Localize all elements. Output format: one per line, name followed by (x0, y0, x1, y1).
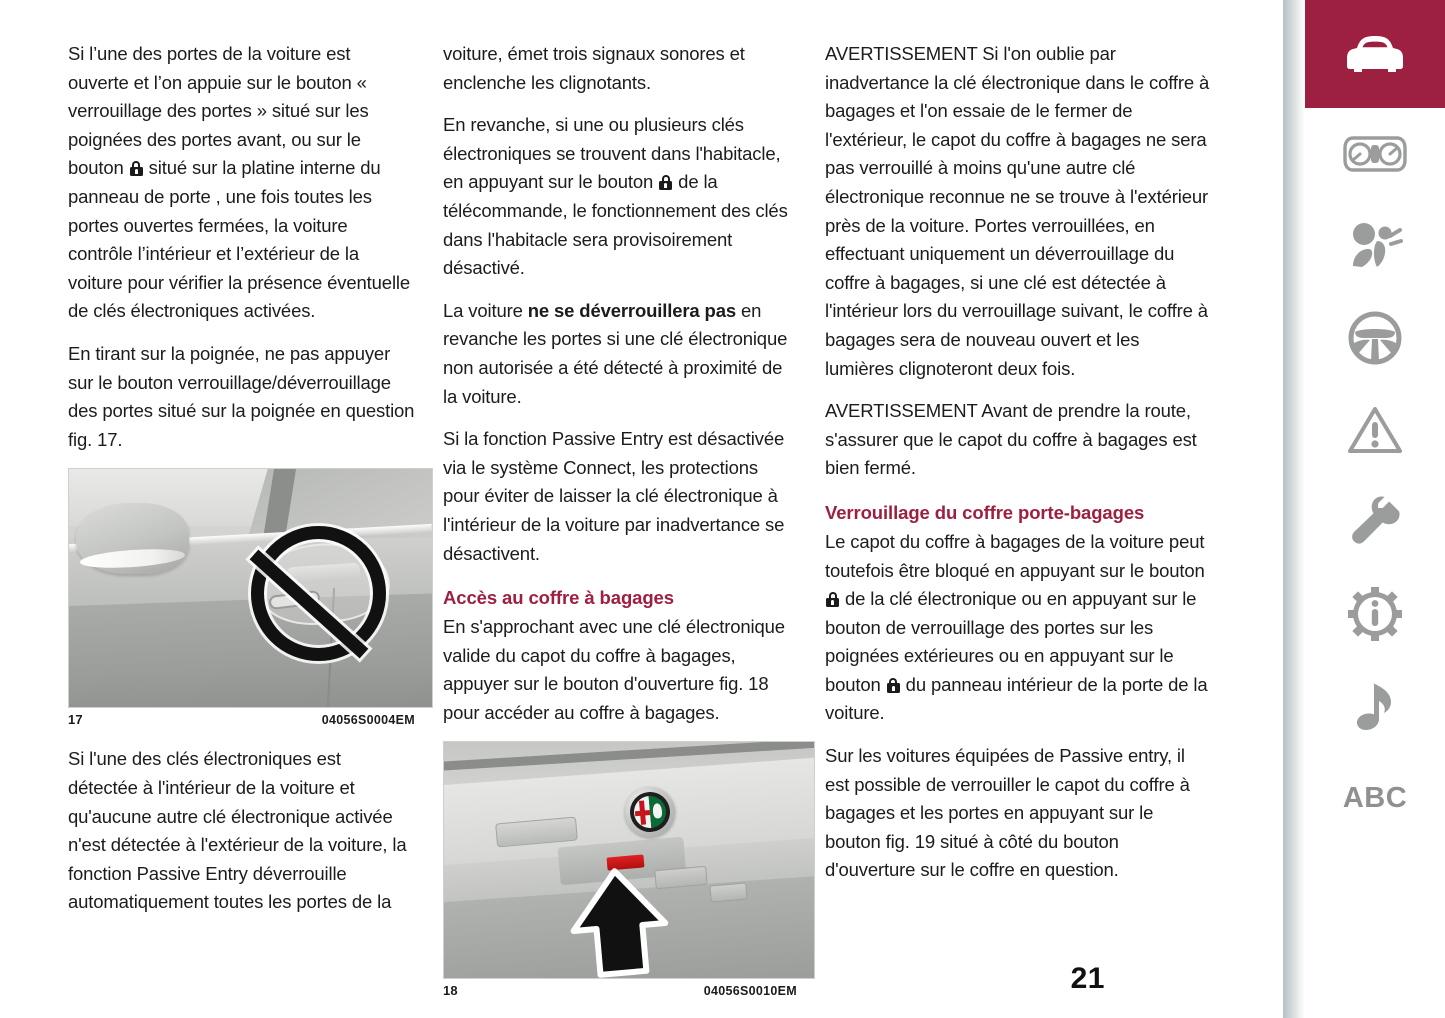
text-run: Le capot du coffre à bagages de la voiture peut toutefois être bloqué en appuyant sur le bouton (825, 530, 1205, 581)
text-run: de la télécommande, le fonctionnement des clés dans l'habitacle sera provisoirement désactivé. (443, 171, 788, 279)
paragraph-3: Si l'une des clés électroniques est détectée à l'intérieur de la voiture et qu'aucune autre clé électronique activée n'est détectée à l'extérieur de la voiture, la fonction Passive Entry déverrouille automatiquement toutes les portes de la (68, 748, 407, 913)
page-number: 21 (1070, 962, 1105, 995)
figure-code: 04056S0004EM (321, 713, 415, 728)
sidebar-item-audio[interactable] (1305, 660, 1445, 752)
sidebar-item-airbag[interactable] (1305, 200, 1445, 292)
text-run: situé sur la platine interne du panneau de porte , une fois toutes les portes ouvertes fermées, la voiture contrôle l’intérieur et l’extérieur de la voiture pour vérifier la présence éventuelle de clés électroniques activées. (68, 157, 411, 322)
lock-icon (659, 175, 672, 190)
figure-17-image (68, 468, 433, 708)
text-run: de la clé électronique ou en appuyant sur le bouton de verrouillage des portes sur les poignées extérieures ou en appuyant sur le bouton (825, 588, 1197, 695)
figure-18-caption (443, 979, 797, 998)
sidebar-item-info[interactable] (1305, 568, 1445, 660)
three-column-layout (0, 40, 1283, 1002)
paragraph-2: En tirant sur la poignée, ne pas appuyer sur le bouton verrouillage/déverrouillage des portes situé sur la poignée en question fig. 17. (68, 342, 415, 450)
pointer-arrow (562, 865, 682, 979)
figure-code: 04056S0010EM (703, 984, 797, 999)
sidebar-item-index[interactable] (1305, 752, 1445, 844)
column-2 (443, 40, 825, 1002)
paragraph-7: Si la fonction Passive Entry est désactivée via le système Connect, les protections pour éviter de laisser la clé électronique à l'intérieur de la voiture par inadvertance se désactivent. (443, 428, 785, 564)
dashboard-gauges-icon (1343, 134, 1407, 174)
column-3 (825, 40, 1223, 1002)
sidebar-item-dashboard[interactable] (1305, 108, 1445, 200)
paragraph-1 (68, 40, 415, 326)
section-heading-verrouillage-coffre: Verrouillage du coffre porte-bagages (825, 501, 1145, 523)
info-gear-icon (1348, 587, 1402, 641)
paragraph-5 (443, 111, 797, 283)
column-1 (68, 40, 443, 1002)
paragraph-10: AVERTISSEMENT Avant de prendre la route, s'assurer que le capot du coffre à bagages est bien fermé. (825, 400, 1197, 479)
car-front-icon (1344, 32, 1406, 76)
paragraph-4: voiture, émet trois signaux sonores et enclenche les clignotants. (443, 43, 745, 93)
warning-triangle-icon (1347, 405, 1403, 455)
text-run: du panneau intérieur de la porte de la voiture. (825, 673, 1208, 724)
figure-number: 17 (68, 712, 83, 728)
lock-icon (130, 161, 143, 176)
figure-number: 18 (443, 983, 458, 999)
music-note-icon (1353, 680, 1397, 732)
bold-text-run: ne se déverrouillera pas (527, 299, 736, 321)
prohibition-symbol (251, 526, 386, 661)
paragraph-11 (825, 528, 1211, 728)
figure-17 (68, 468, 415, 727)
steering-wheel-icon (1348, 311, 1402, 365)
chapter-tab-sidebar (1283, 0, 1445, 1018)
figure-18 (443, 741, 797, 998)
text-run: Si l’une des portes de la voiture est ouverte et l’on appuie sur le bouton « verrouillage des portes » situé sur les poignées des portes avant, ou sur le bouton (68, 43, 369, 179)
airbag-icon (1347, 221, 1403, 271)
sidebar-item-car-front[interactable] (1305, 0, 1445, 108)
paragraph-9: AVERTISSEMENT Si l'on oublie par inadvertance la clé électronique dans le coffre à bagages et l'on essaie de le fermer de l'extérieur, le capot du coffre à bagages ne sera pas verrouillé à moins qu'une autre clé électronique reconnue ne se trouve à l'extérieur près de la voiture. Portes verrouillées, en effectuant uniquement un déverrouillage du coffre à bagages, si une clé est détectée à l'intérieur lors du verrouillage suivant, le coffre à bagages sera de nouveau ouvert et les lumières clignoteront deux fois. (825, 43, 1210, 379)
abc-text-icon: ABC (1342, 781, 1408, 814)
text-run: En revanche, si une ou plusieurs clés électroniques se trouvent dans l'habitacle, en appuyant sur le bouton (443, 114, 781, 193)
paragraph-6 (443, 297, 797, 411)
sidebar-item-steering-wheel[interactable] (1305, 292, 1445, 384)
wrench-icon (1349, 496, 1401, 548)
figure-18-image (443, 741, 815, 979)
paragraph-12: Sur les voitures équipées de Passive entry, il est possible de verrouiller le capot du coffre à bagages et les portes en appuyant sur le bouton fig. 19 situé à côté du bouton d'ouverture sur le coffre en question. (825, 745, 1190, 881)
text-run: en revanche les portes si une clé électronique non autorisée a été détecté à proximité de la voiture. (443, 299, 788, 407)
figure-17-caption (68, 708, 415, 727)
sidebar-item-warning[interactable] (1305, 384, 1445, 476)
sidebar-shadow (1283, 0, 1305, 1018)
lock-icon (887, 678, 900, 693)
paragraph-8: En s'approchant avec une clé électronique valide du capot du coffre à bagages, appuyer sur le bouton d'ouverture fig. 18 pour accéder au coffre à bagages. (443, 616, 785, 723)
sidebar-item-service[interactable] (1305, 476, 1445, 568)
section-heading-acces-coffre: Accès au coffre à bagages (443, 587, 674, 609)
lock-icon (826, 592, 839, 607)
text-run: La voiture (443, 299, 528, 321)
